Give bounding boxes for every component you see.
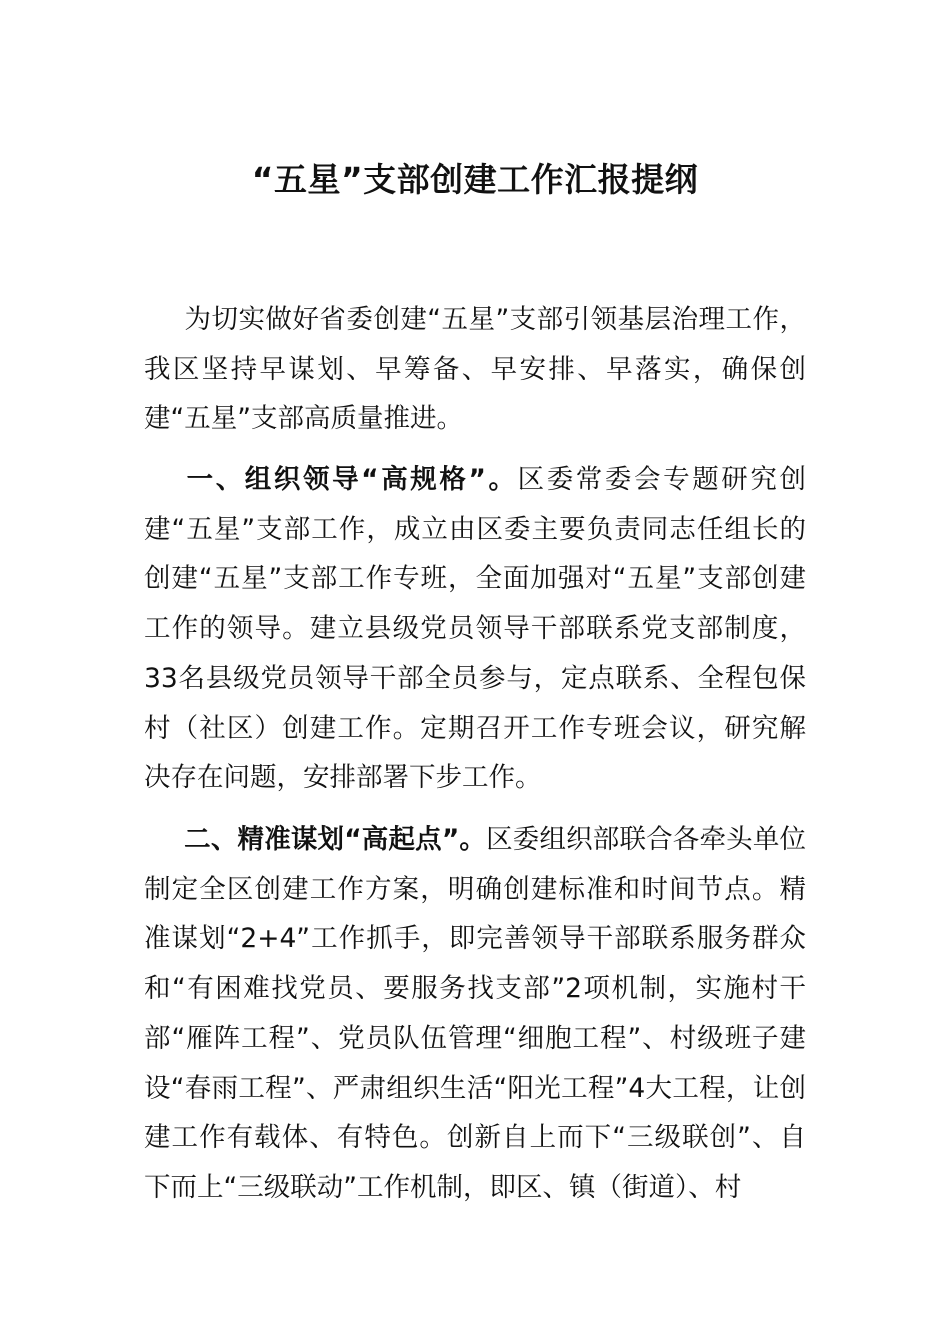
paragraph-text: 为切实做好省委创建“五星”支部引领基层治理工作，我区坚持早谋划、早筹备、早安排、早落实，确保创建“五星”支部高质量推进。 xyxy=(144,304,806,435)
paragraph-section-2 xyxy=(144,815,806,1213)
document-title: “五星”支部创建工作汇报提纲 xyxy=(251,160,699,199)
paragraph-intro xyxy=(144,295,806,444)
paragraph-text: 区委常委会专题研究创建“五星”支部工作，成立由区委主要负责同志任组长的创建“五星”支部工作专班，全面加强对“五星”支部创建工作的领导。建立县级党员领导干部联系党支部制度，33名县级党员领导干部全员参与，定点联系、全程包保村（社区）创建工作。定期召开工作专班会议，研究解决存在问题，安排部署下步工作。 xyxy=(144,464,806,794)
section-heading: 一、组织领导“高规格”。 xyxy=(184,464,518,495)
paragraph-section-1 xyxy=(144,455,806,803)
section-heading: 二、精准谋划“高起点”。 xyxy=(184,824,487,855)
paragraph-text: 区委组织部联合各牵头单位制定全区创建工作方案，明确创建标准和时间节点。精准谋划“2+4”工作抓手，即完善领导干部联系服务群众和“有困难找党员、要服务找支部”2项机制，实施村干部“雁阵工程”、党员队伍管理“细胞工程”、村级班子建设“春雨工程”、严肃组织生活“阳光工程”4大工程，让创建工作有载体、有特色。创新自上而下“三级联创”、自下而上“三级联动”工作机制，即区、镇（街道）、村 xyxy=(144,824,806,1203)
